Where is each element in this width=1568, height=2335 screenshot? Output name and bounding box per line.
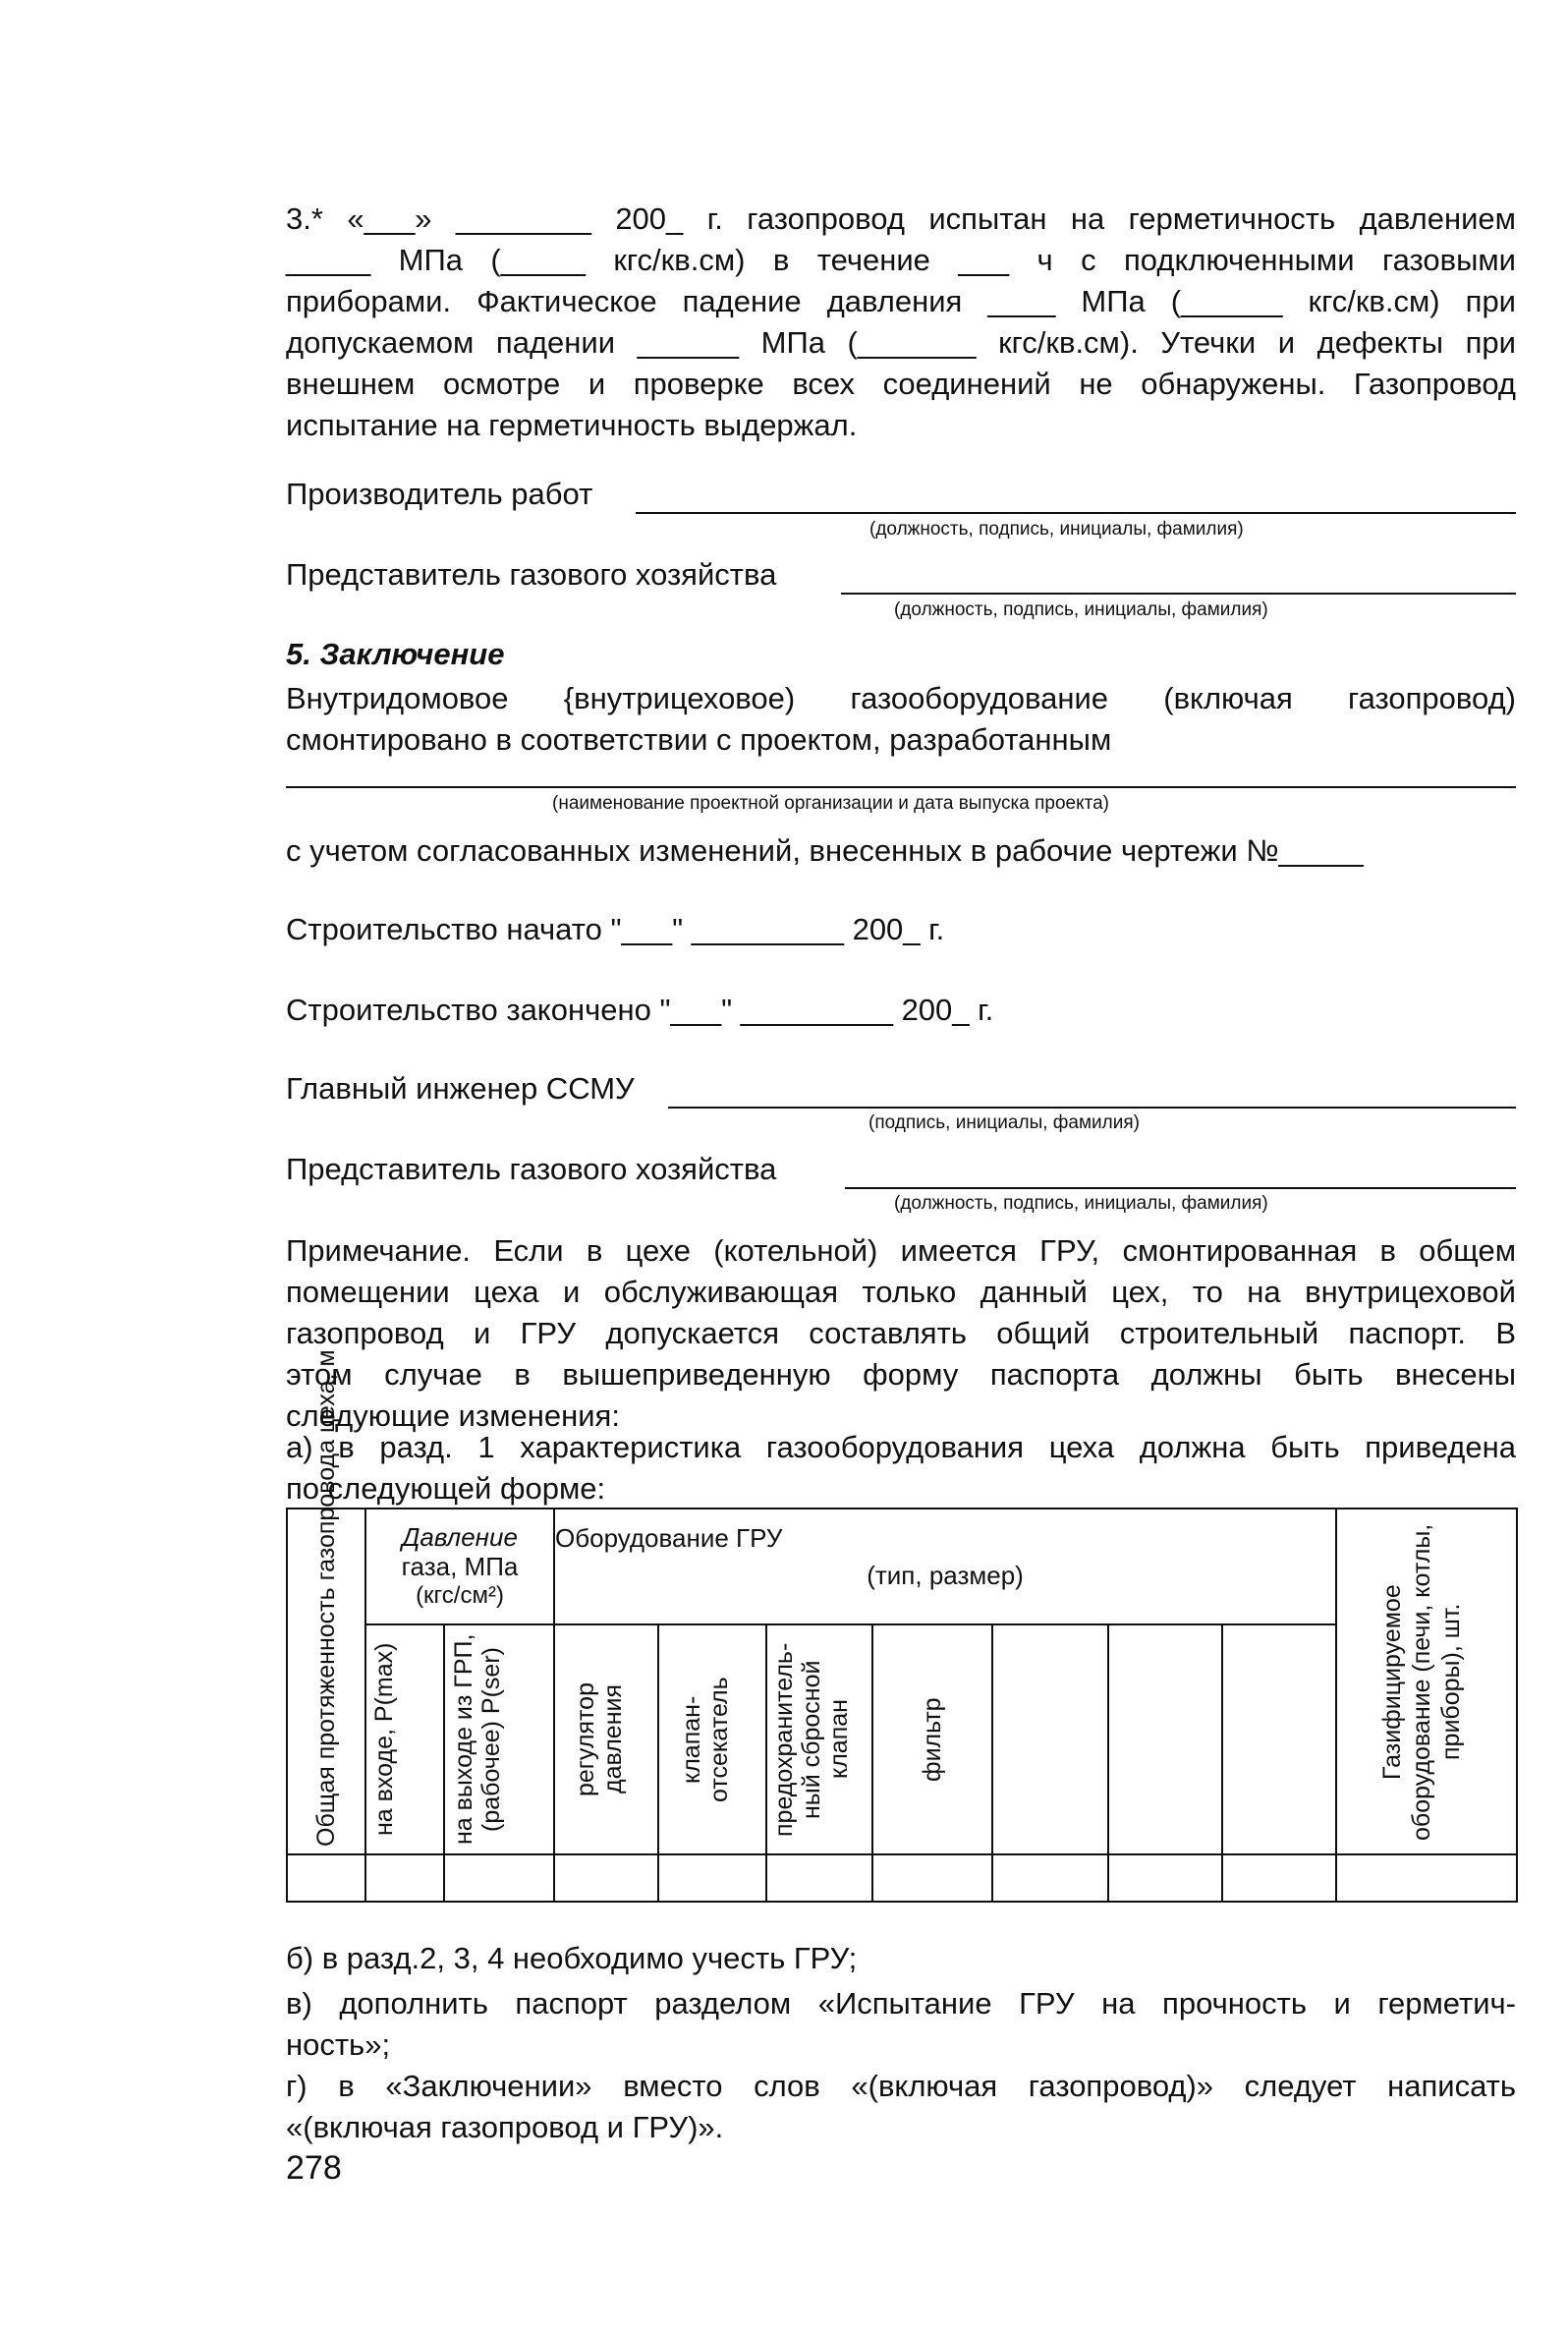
chief-engineer-caption: (подпись, инициалы, фамилия) bbox=[868, 1112, 1140, 1133]
section3-paragraph bbox=[286, 199, 1516, 446]
note-paragraph bbox=[286, 1230, 1516, 1437]
section5-paragraph bbox=[286, 678, 1516, 761]
project-caption: (наименование проектной организации и дата выпуска проекта) bbox=[552, 793, 1110, 814]
table-cell[interactable] bbox=[658, 1854, 766, 1902]
header-equipment-text: Оборудование ГРУ bbox=[555, 1523, 783, 1553]
item-b-row bbox=[286, 1941, 1516, 1984]
item-b-text: б) в разд.2, 3, 4 необходимо учесть ГРУ; bbox=[286, 1941, 858, 1975]
header-equipment-sub: (тип, размер) bbox=[867, 1561, 1024, 1590]
item-d-line: г) в «Заключении» вместо слов «(включая газопровод)» следует написать bbox=[286, 2069, 1516, 2103]
table-header-row-2 bbox=[287, 1624, 1517, 1854]
header-cell-relief bbox=[766, 1624, 872, 1854]
item-c bbox=[286, 1983, 1516, 2066]
header-inlet-text: на входе, P(max) bbox=[370, 1642, 398, 1837]
note-line: Примечание. Если в цехе (котельной) имеется ГРУ, смонтированная в общем bbox=[286, 1233, 1516, 1268]
table-row bbox=[287, 1854, 1517, 1902]
section3-line: испытание на герметичность выдержал. bbox=[286, 408, 858, 442]
note-item-a bbox=[286, 1427, 1516, 1509]
table-cell[interactable] bbox=[554, 1854, 658, 1902]
work-producer-signature-line[interactable] bbox=[636, 512, 1516, 514]
note-item-a-line: а) в разд. 1 характеристика газооборудования цеха должна быть приведена bbox=[286, 1430, 1516, 1464]
gas-rep-signature-line-2[interactable] bbox=[845, 1187, 1516, 1189]
table-cell[interactable] bbox=[1108, 1854, 1222, 1902]
table-cell[interactable] bbox=[872, 1854, 992, 1902]
note-line: этом случае в вышеприведенную форму паспорта должны быть внесены bbox=[286, 1357, 1516, 1392]
header-cell-outlet bbox=[444, 1624, 554, 1854]
header-pressure-line1: Давление bbox=[402, 1522, 518, 1552]
section3-line: приборами. Фактическое падение давления ____ МПа (______ кгс/кв.см) при bbox=[286, 284, 1516, 318]
table-cell[interactable] bbox=[1336, 1854, 1517, 1902]
header-cell-length bbox=[287, 1348, 365, 1854]
table-cell[interactable] bbox=[1222, 1854, 1336, 1902]
section3-line: _____ МПа (_____ кгс/кв.см) в течение ___ ч с подключенными газовыми bbox=[286, 243, 1516, 277]
finished-row bbox=[286, 993, 1516, 1036]
section5-line: Внутридомовое {внутрицеховое) газооборудование (включая газопровод) bbox=[286, 681, 1516, 715]
note-item-a-line: по следующей форме: bbox=[286, 1471, 606, 1506]
header-cell-empty bbox=[992, 1624, 1108, 1854]
header-cell-empty bbox=[1108, 1624, 1222, 1854]
work-producer-caption: (должность, подпись, инициалы, фамилия) bbox=[869, 519, 1244, 540]
header-length-text: Общая протяженность газопровода цеха, м bbox=[312, 1348, 340, 1847]
gas-rep-label-1: Представитель газового хозяйства bbox=[286, 557, 777, 592]
header-pressure-line2: газа, МПа bbox=[401, 1552, 519, 1581]
project-name-line[interactable] bbox=[286, 786, 1516, 788]
started-row bbox=[286, 912, 1516, 955]
header-cell-shutoff bbox=[658, 1624, 766, 1854]
section5-line: смонтировано в соответствии с проектом, разработанным bbox=[286, 722, 1112, 757]
section5-heading: 5. Заключение bbox=[286, 637, 505, 671]
header-cell-equipment bbox=[554, 1509, 1336, 1624]
gas-rep-caption-2: (должность, подпись, инициалы, фамилия) bbox=[894, 1193, 1268, 1214]
work-producer-label: Производитель работ bbox=[286, 477, 593, 511]
note-line: помещении цеха и обслуживающая только данный цех, то на внутрицеховой bbox=[286, 1275, 1516, 1309]
header-outlet-text: на выходе из ГРП, (рабочее) P(ser) bbox=[450, 1633, 505, 1846]
finished-text: Строительство закончено "___" _________ 200_ г. bbox=[286, 993, 994, 1027]
header-shutoff-text: клапан-отсекатель bbox=[678, 1677, 733, 1802]
header-filter-text: фильтр bbox=[919, 1697, 946, 1782]
header-regulator-text: регулятор давления bbox=[572, 1682, 627, 1796]
note-line: газопровод и ГРУ допускается составлять общий строительный паспорт. В bbox=[286, 1316, 1516, 1350]
section3-line: внешнем осмотре и проверке всех соединений не обнаружены. Газопровод bbox=[286, 367, 1516, 401]
gas-rep-caption-1: (должность, подпись, инициалы, фамилия) bbox=[894, 599, 1268, 620]
table-cell[interactable] bbox=[444, 1854, 554, 1902]
item-c-line: в) дополнить паспорт разделом «Испытание ГРУ на прочность и герметич- bbox=[286, 1986, 1516, 2021]
chief-engineer-signature-line[interactable] bbox=[668, 1107, 1516, 1109]
header-cell-empty bbox=[1222, 1624, 1336, 1854]
item-d-line: «(включая газопровод и ГРУ)». bbox=[286, 2110, 724, 2144]
header-pressure-line3: (кгс/см²) bbox=[416, 1582, 504, 1609]
table-cell[interactable] bbox=[287, 1854, 365, 1902]
section3-line: 3.* «___» ________ 200_ г. газопровод испытан на герметичность давлением bbox=[286, 201, 1516, 236]
header-relief-text: предохранитель-ный сбросной клапан bbox=[770, 1642, 853, 1837]
page-number: 278 bbox=[286, 2149, 342, 2187]
chief-engineer-label: Главный инженер ССМУ bbox=[286, 1071, 635, 1106]
table-cell[interactable] bbox=[766, 1854, 872, 1902]
header-cell-gasified bbox=[1336, 1509, 1517, 1854]
header-cell-filter bbox=[872, 1624, 992, 1854]
note-line: следующие изменения: bbox=[286, 1398, 620, 1433]
table-header-row-1 bbox=[287, 1509, 1517, 1624]
header-gasified-text: Газифицируемое оборудование (печи, котлы, приборы), шт. bbox=[1378, 1522, 1466, 1841]
section3-line: допускаемом падении ______ МПа (_______ кгс/кв.см). Утечки и дефекты при bbox=[286, 325, 1516, 360]
gas-rep-label-2: Представитель газового хозяйства bbox=[286, 1152, 777, 1186]
table-cell[interactable] bbox=[992, 1854, 1108, 1902]
table-cell[interactable] bbox=[365, 1854, 444, 1902]
started-text: Строительство начато "___" _________ 200_ г. bbox=[286, 912, 945, 946]
changes-text: с учетом согласованных изменений, внесенных в рабочие чертежи №_____ bbox=[286, 833, 1364, 868]
changes-row bbox=[286, 833, 1516, 877]
header-cell-regulator bbox=[554, 1624, 658, 1854]
item-d bbox=[286, 2066, 1516, 2148]
header-cell-pressure bbox=[365, 1509, 554, 1624]
item-c-line: ность»; bbox=[286, 2027, 391, 2062]
header-cell-inlet bbox=[365, 1624, 444, 1854]
gas-rep-signature-line-1[interactable] bbox=[841, 593, 1516, 595]
